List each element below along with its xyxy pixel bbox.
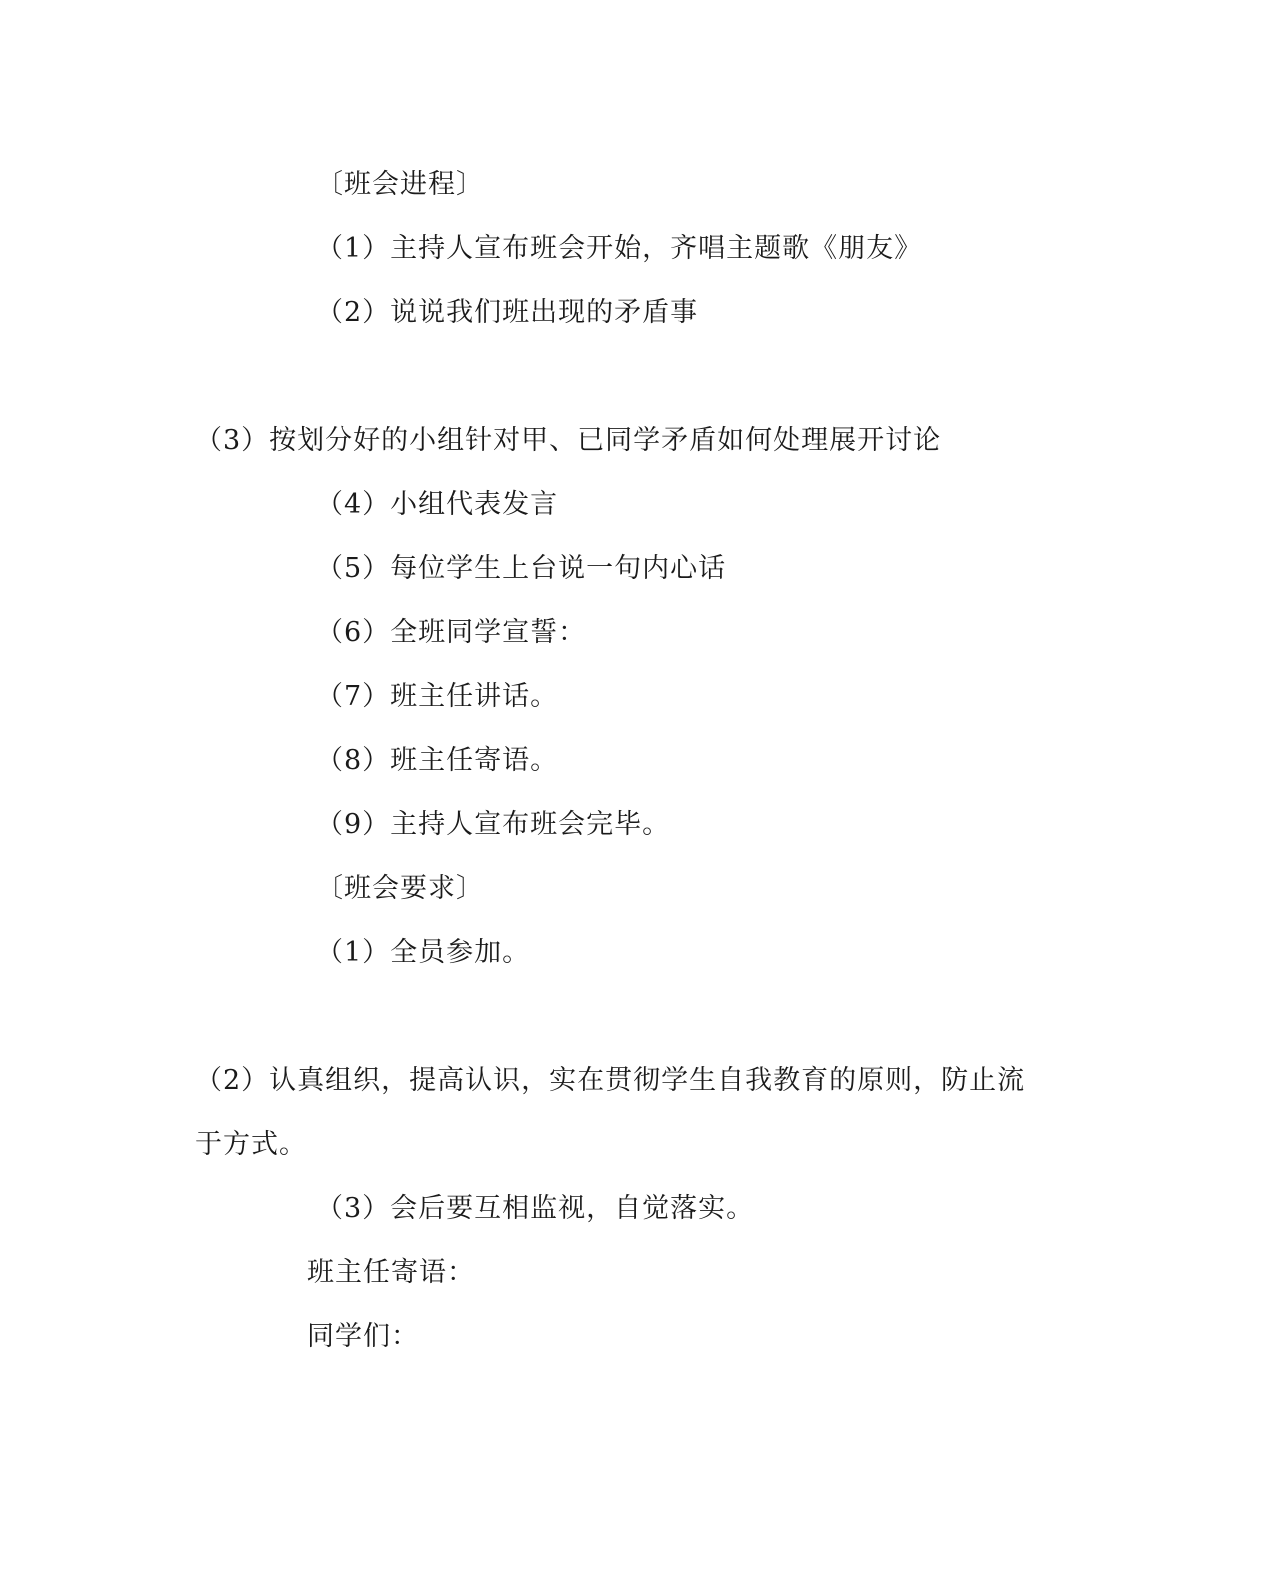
salutation: 同学们： (307, 1321, 419, 1352)
teacher-message-heading: 班主任寄语： (307, 1257, 475, 1288)
progress-item-7: （7）班主任讲话。 (316, 681, 559, 712)
progress-item-8: （8）班主任寄语。 (316, 745, 559, 776)
requirement-item-2-continuation: 于方式。 (195, 1129, 307, 1160)
section-heading-requirements: 〔班会要求〕 (316, 873, 484, 904)
progress-item-9: （9）主持人宣布班会完毕。 (316, 809, 671, 840)
progress-item-1: （1）主持人宣布班会开始，齐唱主题歌《朋友》 (316, 233, 923, 264)
progress-item-6: （6）全班同学宣誓： (316, 617, 587, 648)
requirement-item-1: （1）全员参加。 (316, 937, 531, 968)
requirement-item-3: （3）会后要互相监视，自觉落实。 (316, 1193, 755, 1224)
progress-item-5: （5）每位学生上台说一句内心话 (316, 553, 727, 584)
section-heading-progress: 〔班会进程〕 (316, 169, 484, 200)
progress-item-4: （4）小组代表发言 (316, 489, 559, 520)
progress-item-3: （3）按划分好的小组针对甲、已同学矛盾如何处理展开讨论 (195, 425, 942, 456)
requirement-item-2: （2）认真组织，提高认识，实在贯彻学生自我教育的原则，防止流 (195, 1065, 1026, 1096)
progress-item-2: （2）说说我们班出现的矛盾事 (316, 297, 699, 328)
